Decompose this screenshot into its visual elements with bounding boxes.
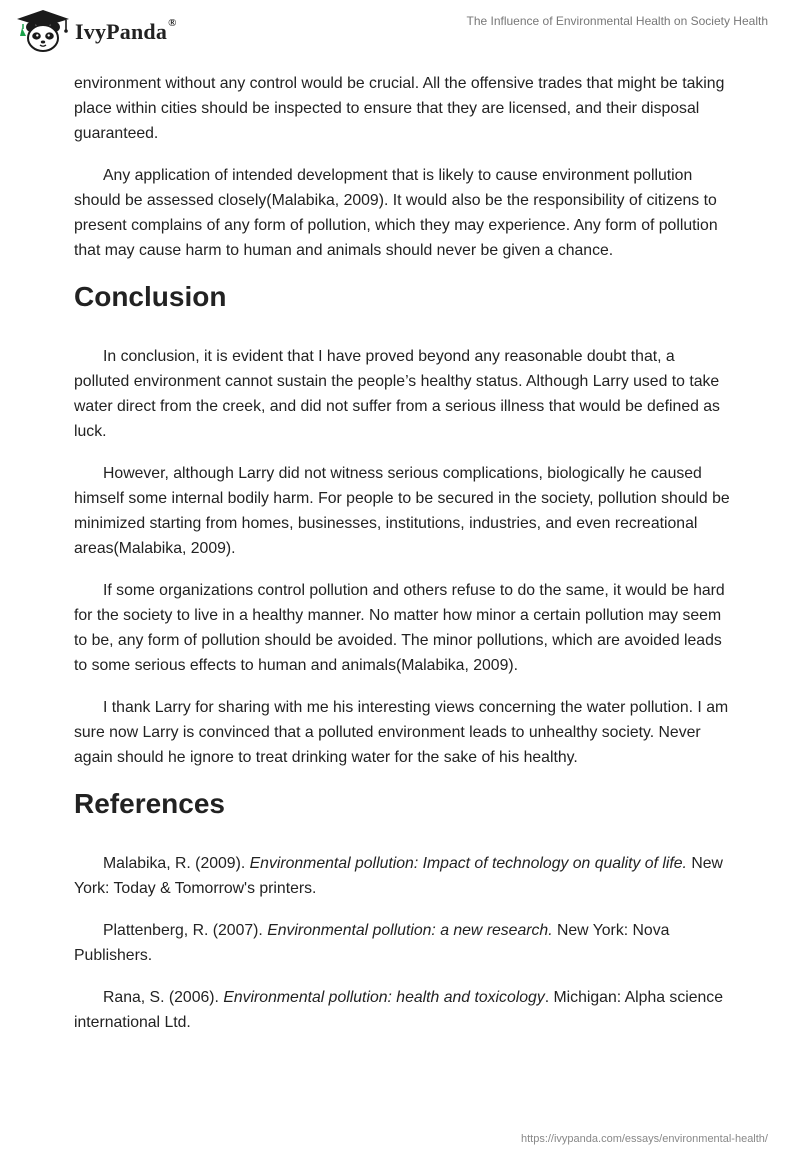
reference-entry: Rana, S. (2006). Environmental pollution: health and toxicology. Michigan: Alpha science international Ltd. xyxy=(74,989,723,1031)
source-url-link[interactable]: https://ivypanda.com/essays/environmental-health/ xyxy=(520,1133,768,1145)
paragraph: I thank Larry for sharing with me his interesting views concerning the water pollution. I am sure now Larry is convinced that a polluted environment leads to unhealthy society. Never again should he ignore to treat drinking water for the sake of his healthy. xyxy=(74,699,729,766)
paragraph: Any application of intended development that is likely to cause environment pollution should be assessed closely(Malabika, 2009). It would also be the responsibility of citizens to present complains of any form of pollution, which they may experience. Any form of pollution that may cause harm to human and animals should never be given a chance. xyxy=(74,167,718,259)
brand-name: IvyPanda® xyxy=(75,17,177,44)
paragraph: In conclusion, it is evident that I have proved beyond any reasonable doubt that, a polluted environment cannot sustain the people’s healthy status. Although Larry used to take water direct from the creek, and did not suffer from a serious illness that would be defined as luck. xyxy=(74,348,720,440)
essay-body xyxy=(74,71,734,1052)
conclusion-heading: Conclusion xyxy=(74,281,227,312)
panda-graduate-icon xyxy=(14,6,72,56)
ivypanda-logo[interactable] xyxy=(14,6,177,56)
paragraph: environment without any control would be crucial. All the offensive trades that might be taking place within cities should be inspected to ensure that they are licensed, and their disposal guaranteed. xyxy=(74,75,725,142)
paragraph: If some organizations control pollution and others refuse to do the same, it would be hard for the society to live in a healthy manner. No matter how minor a certain pollution may seem to be, any form of pollution should be avoided. The minor pollutions, which are avoided leads to some serious effects to human and animals(Malabika, 2009). xyxy=(74,582,725,674)
reference-entry: Plattenberg, R. (2007). Environmental pollution: a new research. New York: Nova Publishers. xyxy=(74,922,670,964)
reference-entry: Malabika, R. (2009). Environmental pollution: Impact of technology on quality of life. New York: Today & Tomorrow's printers. xyxy=(74,855,723,897)
paragraph: However, although Larry did not witness serious complications, biologically he caused himself some internal bodily harm. For people to be secured in the society, pollution should be minimized starting from homes, businesses, institutions, industries, and even recreational areas(Malabika, 2009). xyxy=(74,465,730,557)
document-title: The Influence of Environmental Health on Society Health xyxy=(466,14,768,28)
references-heading: References xyxy=(74,788,225,819)
page-header xyxy=(0,0,800,70)
